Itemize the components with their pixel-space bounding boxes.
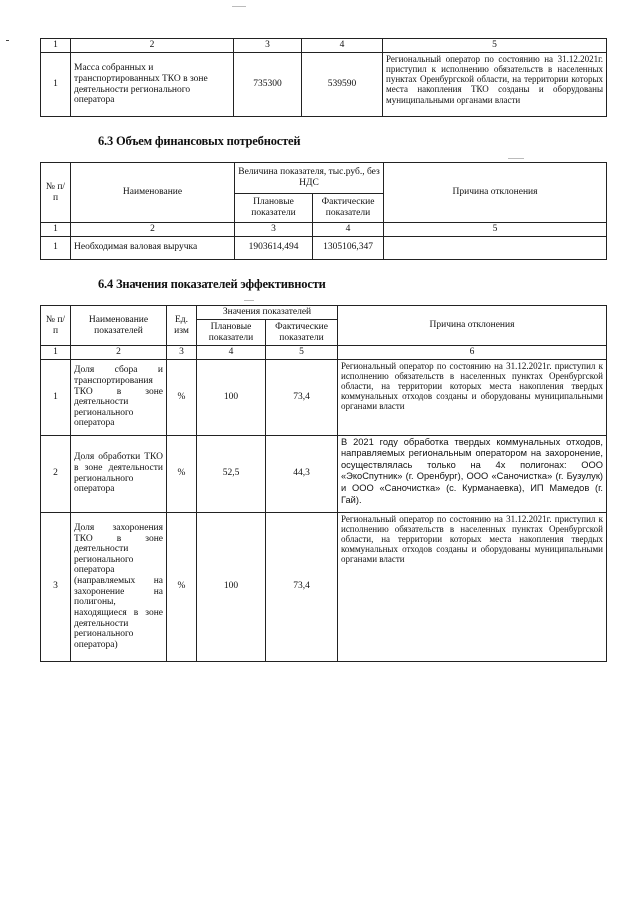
header-value-group: Величина показателя, тыс.руб., без НДС: [235, 163, 384, 194]
header-num: № п/п: [41, 306, 71, 346]
header-num: № п/п: [41, 163, 71, 223]
indicator-name: Необходимая валовая выручка: [71, 236, 235, 259]
header-reason: Причина отклонения: [384, 163, 607, 223]
col-number: 5: [266, 346, 338, 360]
unit: %: [167, 512, 197, 661]
plan-value: 1903614,494: [235, 236, 313, 259]
col-number: 4: [302, 39, 383, 53]
scan-speck: [508, 158, 524, 159]
efficiency-table: [40, 305, 607, 662]
fact-value: 73,4: [266, 512, 338, 661]
row-number: 2: [41, 435, 71, 512]
header-fact: Фактические показатели: [313, 194, 384, 223]
table-row: [41, 435, 607, 512]
section-heading: 6.4 Значения показателей эффективности: [98, 277, 326, 291]
header-plan: Плановые показатели: [197, 320, 266, 346]
table-row: [41, 236, 607, 259]
header-fact: Фактические показатели: [266, 320, 338, 346]
table-row: [41, 53, 607, 117]
mass-table: [40, 38, 607, 117]
fact-value: 539590: [302, 53, 383, 117]
deviation-reason: В 2021 году обработка твердых коммунальных отходов, направляемых региональным оператором на захоронение, осуществлялась только на 4х полигонах: ООО «ЭкоСпутник» (г. Оренбург), ООО «Саночистка» (г. Бузулук) и ООО «Саночистка» (с. Курманаевка), ИП Мамедов (г. Гай).: [338, 435, 607, 512]
plan-value: 100: [197, 512, 266, 661]
plan-value: 100: [197, 359, 266, 435]
plan-value: 735300: [234, 53, 302, 117]
col-number: 2: [71, 223, 235, 237]
column-number-row: [41, 346, 607, 360]
indicator-name: Доля сбора и транспортирования ТКО в зоне деятельности регионального оператора: [71, 359, 167, 435]
table-row: [41, 359, 607, 435]
col-number: 6: [338, 346, 607, 360]
unit: %: [167, 435, 197, 512]
fact-value: 1305106,347: [313, 236, 384, 259]
plan-value: 52,5: [197, 435, 266, 512]
col-number: 3: [234, 39, 302, 53]
header-reason: Причина отклонения: [338, 306, 607, 346]
header-value-group: Значения показателей: [197, 306, 338, 320]
unit: %: [167, 359, 197, 435]
col-number: 2: [71, 39, 234, 53]
col-number: 4: [197, 346, 266, 360]
header-name: Наименование: [71, 163, 235, 223]
col-number: 3: [167, 346, 197, 360]
header-unit: Ед. изм: [167, 306, 197, 346]
indicator-name: Доля обработки ТКО в зоне деятельности регионального оператора: [71, 435, 167, 512]
fact-value: 44,3: [266, 435, 338, 512]
section-heading: 6.3 Объем финансовых потребностей: [98, 134, 301, 148]
col-number: 5: [383, 39, 607, 53]
deviation-reason: Региональный оператор по состоянию на 31.12.2021г. приступил к исполнению обязательств в населенных пунктах Оренбургской области, на территории которых места накопления ТКО созданы и оборудованы муниципальными органами власти: [383, 53, 607, 117]
deviation-reason: Региональный оператор по состоянию на 31.12.2021г. приступил к исполнению обязательств в населенных пунктах Оренбургской области, на территории которых места накопления твердых коммунальных отходов созданы и оборудованы муниципальными органами власти: [338, 359, 607, 435]
deviation-reason: Региональный оператор по состоянию на 31.12.2021г. приступил к исполнению обязательств в населенных пунктах Оренбургской области, на территории которых места накопления твердых коммунальных отходов созданы и оборудованы муниципальными органами власти: [338, 512, 607, 661]
col-number: 4: [313, 223, 384, 237]
row-number: 1: [41, 53, 71, 117]
header-name: Наименование показателей: [71, 306, 167, 346]
column-number-row: [41, 39, 607, 53]
indicator-name: Доля захоронения ТКО в зоне деятельности регионального оператора (направляемых на захоронение на полигоны, находящиеся в зоне деятельности регионального оператора): [71, 512, 167, 661]
col-number: 2: [71, 346, 167, 360]
col-number: 1: [41, 39, 71, 53]
indicator-name: Масса собранных и транспортированных ТКО в зоне деятельности регионального оператора: [71, 53, 234, 117]
col-number: 1: [41, 346, 71, 360]
col-number: 5: [384, 223, 607, 237]
scan-speck: [232, 6, 246, 7]
row-number: 1: [41, 359, 71, 435]
fact-value: 73,4: [266, 359, 338, 435]
scan-speck: [244, 300, 254, 301]
col-number: 3: [235, 223, 313, 237]
col-number: 1: [41, 223, 71, 237]
header-plan: Плановые показатели: [235, 194, 313, 223]
scan-speck: [6, 40, 9, 41]
row-number: 3: [41, 512, 71, 661]
table-row: [41, 512, 607, 661]
row-number: 1: [41, 236, 71, 259]
finance-table: [40, 162, 607, 260]
column-number-row: [41, 223, 607, 237]
deviation-reason: [384, 236, 607, 259]
